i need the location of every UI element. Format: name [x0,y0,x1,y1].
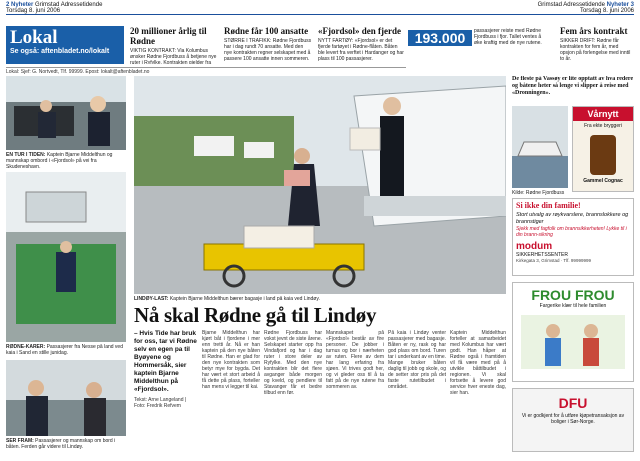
photo-main [134,76,506,294]
masthead-left [6,2,102,14]
page-number: 2 [6,2,10,8]
caption-label: LINDØY-LAST: [134,296,169,302]
frou-brand: FROU FROU [531,287,615,303]
story-headline: Nå skal Rødne gå til Lindøy [134,303,377,327]
brief-body: NYTT FARTØY: «Fjordsol» er det fjerde fartøyet i Rødne-flåten. Båten ble levert fra verftet i Hardanger og har plass til 100 passasjerer. [318,38,404,62]
info-number: 193.000 [408,30,472,46]
masthead-right [538,2,634,14]
main-image [134,76,506,294]
ad-modum [512,198,634,276]
ad-frou [512,282,634,382]
beer-brand: Vårnytt [573,107,633,121]
story-lead-block [134,330,198,452]
issue-date: Torsdag 8. juni 2006 [579,8,634,14]
beer-label: Gammel Cognac [583,178,623,184]
brief-title: 20 millioner årlig til Rødne [130,26,207,46]
dfu-text: Vi er godkjent for å utføre kjøpetransaksjon av boliger i Sør-Norge. [521,413,625,425]
ad-dfu [512,388,634,452]
paper-name: Grimstad Adressetidende [35,2,103,8]
modum-text: Stort utvalg av røykvarslere, brannslokkere og brannstiger [516,212,629,225]
modum-sub: SIKKERHETSSENTER [516,252,568,258]
issue-date: Torsdag 8. juni 2006 [6,8,61,14]
brief-title: Fem års kontrakt [560,26,628,36]
photo-caption-3 [6,438,126,454]
section-banner [6,26,124,64]
caption-label: RØDNE-KARER: [6,344,46,350]
photo-caption-1 [6,152,126,168]
dfu-brand: DFU [558,395,588,411]
photo-passengers [6,360,126,436]
ferry-quote: De fleste på Vassøy er lite opptatt av hva redere og båtene heter så lenge vi slipper å reise med «Dronningen». [512,76,634,96]
photo-ferry [512,106,568,188]
contact-line: Lokal: Sjef: G. Nortvedt, Tlf. 99999. Epost: lokalt@aftenbladet.no [6,67,406,75]
story-column-3: Mannskapet på «Fjordsol» består av fire personer. De jobber i turnus og bor i nærheten av ruten. Flere av dem har lang erfaring fra sjøen. Vi trives godt her, og vi gleder oss til å ta fatt på de nye rutene fra sommeren av. [326,330,384,390]
ferry-image [512,106,568,188]
story-column-2: Rødne Fjordbuss har vokst jevnt de siste årene. Selskapet starter opp fra Vindafjord og har i dag ruter i store deler av Ryfylke. Med den nye kontrakten blir det flere avganger både morgen og kveld, og pendlere til Stavanger får et bedre tilbud enn før. [264,330,322,396]
story-column-4: På kaia i Lindøy venter passasjerer med bagasje. Båten er ny, rask og har god plass om bord. Turen tar i underkant av en time. Mange bruker båten daglig til jobb og skole, og de setter stor pris på det faste rutetilbudet i området. [388,330,446,390]
caption-label: SER FRAM: [6,438,34,444]
brief-title: Rødne får 100 ansatte [224,26,309,36]
brief-body: SIKKER DRIFT: Rødne får kontrakten for fem år, med opsjon på forlengelse med inntil to år. [560,38,631,62]
deck-image [6,172,126,342]
story-column-1: Bjarne Middelthun har kjørt båt i fjordene i mer enn tretti år. Nå er han kaptein på den nye båten til Rødne. Han er glad for den nye kontrakten som betyr mye for bygda. Det har vært et stort arbeid å få dette på plass, forteller han mens vi legger til kai. [202,330,260,390]
far-right-brief [560,26,634,66]
caption-text: Kaptein Bjarne Middelthun og mannskap ombord i «Fjordsol» på vei fra Skudeneshavn. [6,152,113,168]
bottle-icon [590,135,616,175]
top-rule [6,14,634,15]
paper-name: Grimstad Adressetidende [537,2,605,8]
section-title: Lokal [10,27,58,48]
caption-label: EN TUR I TIDEN: [6,152,46,158]
info-text: passasjerer reiste med Rødne Fjordbuss i fjor. Tallet ventes å øke kraftig med de nye rutene. [474,28,542,46]
modum-address: Kirkegata 3, Grimstad · Tlf. 99999999 [516,258,591,263]
caption-text: Passasjerer og mannskap om bord i båten. Ferden går videre til Lindøy. [6,438,116,450]
caption-text: Passasjerer fra Nesse på land ved kaia i Sand en stille junidag. [6,344,123,356]
section-subtitle: Se også: aftenbladet.no/lokalt [10,48,110,55]
ferry-source: Kilde: Rødne Fjordbuss [512,190,565,196]
story-column-5: Kaptein Middelthun forteller at samarbeidet med Kolumbus har vært godt. Han håper at Rødne også i framtiden vil få være med på å utvikle båttilbudet i regionen. Vi skal fortsette å levere god service hver eneste dag, sier han. [450,330,506,396]
page-number: 3 [630,2,634,8]
brief-1 [130,26,218,64]
photo-deck [6,172,126,342]
modum-title: Si ikke din familie! [516,201,581,210]
story-byline: Tekst: Arne Langeland | Foto: Fredrik Refvem [134,397,187,409]
ad-beer [572,106,634,192]
photo-wheelhouse [6,76,126,150]
section-name: Nyheter [606,2,629,8]
beer-sub: Fra ekte bryggeri [584,123,622,129]
brief-title: «Fjordsol» den fjerde [318,26,401,36]
modum-brand: modum [516,241,553,252]
caption-text: Kaptein Bjarne Middelthun bærer bagasje i land på kaia ved Lindøy. [169,296,320,302]
story-lead: – Hvis Tide har bruk for oss, tar vi Rødne selv en egen pa til Byøyene og Hommersåk, sier kaptein Bjarne Middelthun på «Fjordsol». [134,330,197,393]
passengers-image [6,360,126,436]
brief-3 [318,26,404,64]
modum-more: Sjekk med fagfolk om brannsikkerheten! Lykke til i din brann-sikring [516,226,627,238]
brief-body: VIKTIG KONTRAKT: Via Kolumbus ønsker Rødne Fjordbuss å betjene nye ruter i Ryfylke. Kontrakten gjelder fra [130,48,217,64]
frou-sub: Fargerike klær til hele familien [539,303,607,309]
wheelhouse-image [6,76,126,150]
photo-caption-2 [6,344,126,358]
frou-image [513,309,633,373]
section-name: Nyheter [11,2,34,8]
brief-2 [224,26,312,64]
brief-body: STØRRE I TRAFIKK: Rødne Fjordbuss har i dag rundt 70 ansatte. Med den nye kontrakten regner selskapet med å passere 100 ansatte innen sommeren. [224,38,312,62]
